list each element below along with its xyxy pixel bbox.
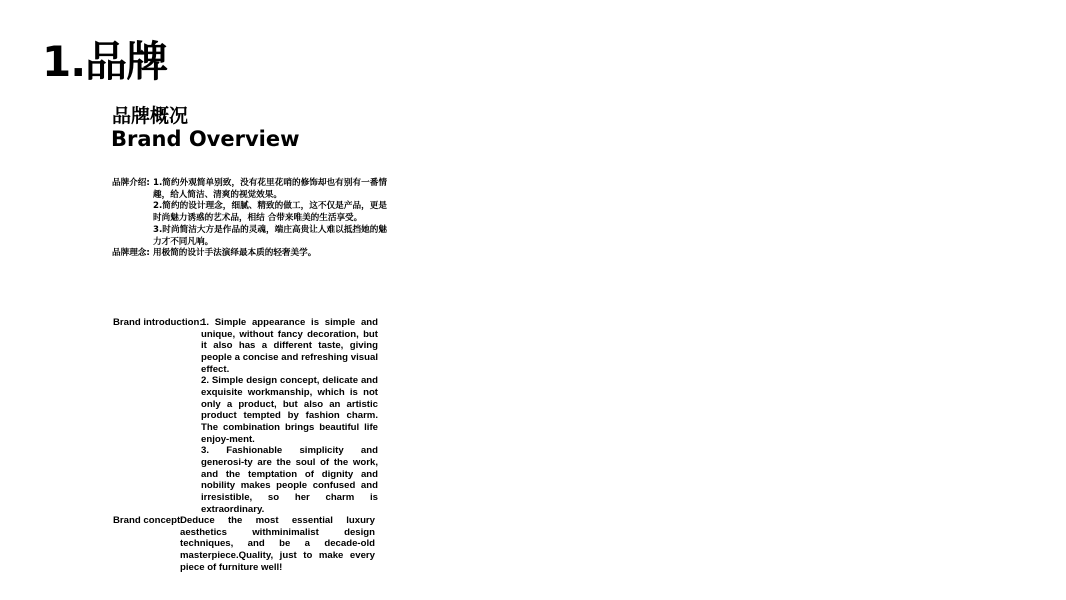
brand-introduction-cn-body <box>153 178 387 248</box>
brand-introduction-cn-row <box>112 178 387 248</box>
brand-introduction-en-item-2: 2. Simple design concept, delicate and exquisite workmanship, which is not only a product, but also an artistic product tempted by fashion charm. The combination brings beautiful life enjoy-ment. <box>201 375 378 445</box>
brand-concept-en-label: Brand concept: <box>113 515 184 527</box>
brand-concept-cn-row <box>112 248 387 260</box>
section-title-chinese: 品牌概况 <box>112 105 189 127</box>
brand-introduction-en-label: Brand introduction: <box>113 317 203 328</box>
brand-introduction-en-item-1: 1. Simple appearance is simple and unique, without fancy decoration, but it also has a different taste, giving people a concise and refreshing visual effect. <box>201 317 378 375</box>
brand-introduction-cn-item-1: 1.简约外观简单别致，没有花里花哨的修饰却也有别有一番情趣，给人简洁、清爽的视觉效果。 <box>153 178 387 200</box>
brand-introduction-cn-item-3: 3.时尚简洁大方是作品的灵魂，端庄高贵让人难以抵挡她的魅力才不同凡响。 <box>153 224 387 247</box>
brand-concept-cn-label: 品牌理念: <box>112 248 150 259</box>
section-title-english: Brand Overview <box>111 127 300 151</box>
page-title: 1.品牌 <box>42 37 168 86</box>
brand-introduction-cn-item-2: 2.简约的设计理念，细腻、精致的做工，这不仅是产品，更是时尚魅力诱惑的艺术品，相结 合带来唯美的生活享受。 <box>153 201 387 224</box>
english-description-block <box>113 317 381 573</box>
chinese-description-block <box>112 178 387 260</box>
brand-introduction-cn-label: 品牌介绍: <box>112 178 150 188</box>
brand-concept-en-text: Deduce the most essential luxury aesthetics withminimalist design techniques, and be a decade-old masterpiece.Quality, just to make every piece of furniture well! <box>180 515 375 573</box>
brand-concept-en-row <box>113 515 381 573</box>
brand-concept-cn-text: 用极简的设计手法演绎最本质的轻奢美学。 <box>153 248 317 259</box>
brand-introduction-en-item-3: 3. Fashionable simplicity and generosi-ty are the soul of the work, and the temptation of dignity and nobility makes people confused and irresistible, so her charm is extraordinary. <box>201 445 378 515</box>
brand-introduction-en-row <box>113 317 381 515</box>
brand-introduction-en-body <box>201 317 378 515</box>
